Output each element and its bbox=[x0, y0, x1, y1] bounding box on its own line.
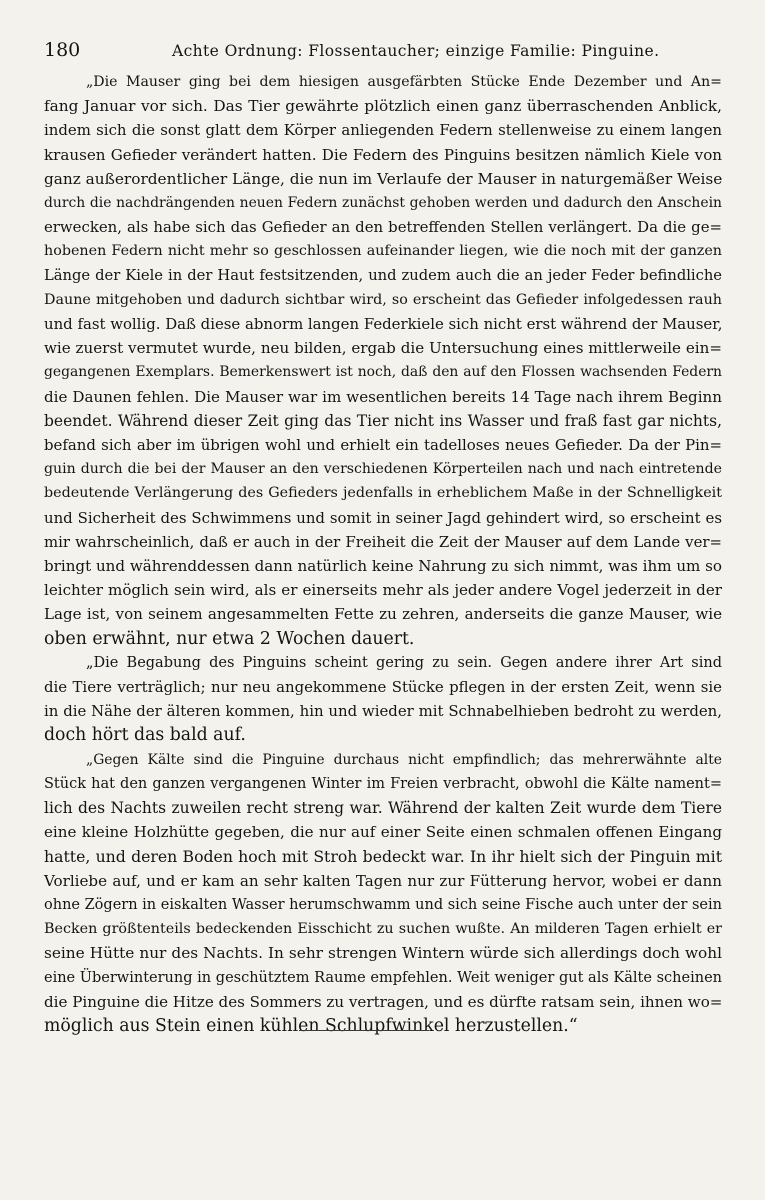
text-line: leichter möglich sein wird, als er einerseits mehr als jeder andere Vogel jederzeit in der bbox=[44, 581, 722, 600]
text-line: „Die Begabung des Pinguins scheint gering zu sein. Gegen andere ihrer Art sind bbox=[86, 654, 722, 671]
text-line: in die Nähe der älteren kommen, hin und wieder mit Schnabelhieben bedroht zu werden, bbox=[44, 702, 722, 721]
text-line: durch die nachdrängenden neuen Federn zunächst gehoben werden und dadurch den Anschein bbox=[44, 195, 722, 212]
text-line: krausen Gefieder verändert hatten. Die Federn des Pinguins besitzen nämlich Kiele von bbox=[44, 145, 722, 164]
page-header bbox=[44, 38, 719, 66]
text-line: oben erwähnt, nur etwa 2 Wochen dauert. bbox=[44, 628, 415, 649]
text-line: Becken größtenteils bedeckenden Eisschicht zu suchen wußte. An milderen Tagen erhielt er bbox=[44, 921, 722, 938]
body-text bbox=[44, 70, 722, 1038]
text-line: befand sich aber im übrigen wohl und erhielt ein tadelloses neues Gefieder. Da der Pin= bbox=[44, 436, 722, 455]
text-line: Länge der Kiele in der Haut festsitzenden, und zudem auch die an jeder Feder befindliche bbox=[44, 266, 722, 284]
section-divider bbox=[299, 1030, 429, 1031]
text-line: indem sich die sonst glatt dem Körper anliegenden Federn stellenweise zu einem langen bbox=[44, 121, 722, 140]
paragraph-begabung bbox=[44, 651, 722, 748]
running-head: Achte Ordnung: Flossentaucher; einzige Familie: Pinguine. bbox=[172, 42, 660, 60]
text-line: die Pinguine die Hitze des Sommers zu vertragen, und es dürfte ratsam sein, ihnen wo= bbox=[44, 992, 723, 1011]
text-line: Vorliebe auf, und er kam an sehr kalten Tagen nur zur Fütterung hervor, wobei er dann bbox=[44, 871, 722, 890]
text-line: ohne Zögern in eiskalten Wasser herumschwamm und sich seine Fische auch unter der sein bbox=[44, 896, 722, 913]
text-line: hatte, und deren Boden hoch mit Stroh bedeckt war. In ihr hielt sich der Pinguin mit bbox=[44, 846, 722, 866]
text-line: eine Überwinterung in geschütztem Raume empfehlen. Weit weniger gut als Kälte scheinen bbox=[44, 969, 722, 986]
paragraph-kaelte bbox=[44, 748, 722, 1038]
text-line: ganz außerordentlicher Länge, die nun im Verlaufe der Mauser in naturgemäßer Weise bbox=[44, 169, 723, 188]
text-line: bedeutende Verlängerung des Gefieders jedenfalls in erheblichem Maße in der Schnelligkeit bbox=[44, 485, 722, 502]
text-line: und Sicherheit des Schwimmens und somit in seiner Jagd gehindert wird, so erscheint es bbox=[44, 508, 722, 527]
text-line: „Gegen Kälte sind die Pinguine durchaus nicht empfindlich; das mehrerwähnte alte bbox=[86, 751, 722, 768]
text-line: lich des Nachts zuweilen recht streng war. Während der kalten Zeit wurde dem Tiere bbox=[44, 799, 722, 818]
text-line: Lage ist, von seinem angesammelten Fette zu zehren, anderseits die ganze Mauser, wie bbox=[44, 605, 722, 624]
text-line: guin durch die bei der Mauser an den verschiedenen Körperteilen nach und nach eintretende bbox=[44, 461, 722, 478]
text-line: eine kleine Holzhütte gegeben, die nur auf einer Seite einen schmalen offenen Eingang bbox=[44, 823, 722, 842]
text-line: die Daunen fehlen. Die Mauser war im wesentlichen bereits 14 Tage nach ihrem Beginn bbox=[44, 387, 722, 406]
text-line: Daune mitgehoben und dadurch sichtbar wird, so erscheint das Gefieder infolgedessen rauh bbox=[44, 291, 722, 308]
text-line: gegangenen Exemplars. Bemerkenswert ist noch, daß den auf den Flossen wachsenden Federn bbox=[44, 364, 722, 381]
text-line: „Die Mauser ging bei dem hiesigen ausgefärbten Stücke Ende Dezember und An= bbox=[86, 74, 722, 90]
text-line: erwecken, als habe sich das Gefieder an den betreffenden Stellen verlängert. Da die ge= bbox=[44, 218, 722, 237]
text-line: wie zuerst vermutet wurde, neu bilden, ergab die Untersuchung eines mittlerweile ein= bbox=[44, 339, 722, 358]
text-line: und fast wollig. Daß diese abnorm langen Federkiele sich nicht erst während der Mauser, bbox=[44, 315, 723, 334]
text-line: die Tiere verträglich; nur neu angekommene Stücke pflegen in der ersten Zeit, wenn sie bbox=[44, 678, 722, 697]
text-line: hobenen Federn nicht mehr so geschlossen aufeinander liegen, wie die noch mit der ganzen bbox=[44, 243, 722, 260]
text-line: fang Januar vor sich. Das Tier gewährte plötzlich einen ganz überraschenden Anblick, bbox=[44, 97, 722, 116]
paragraph-mauser bbox=[44, 70, 722, 651]
text-line: beendet. Während dieser Zeit ging das Tier nicht ins Wasser und fraß fast gar nichts, bbox=[44, 411, 722, 430]
text-line: möglich aus Stein einen kühlen Schlupfwinkel herzustellen.“ bbox=[44, 1015, 578, 1036]
text-line: doch hört das bald auf. bbox=[44, 725, 246, 746]
text-line: seine Hütte nur des Nachts. In sehr strengen Wintern würde sich allerdings doch wohl bbox=[44, 944, 722, 963]
text-line: bringt und währenddessen dann natürlich keine Nahrung zu sich nimmt, was ihm um so bbox=[44, 557, 722, 576]
page-number: 180 bbox=[44, 39, 81, 61]
text-line: Stück hat den ganzen vergangenen Winter im Freien verbracht, obwohl die Kälte nament= bbox=[44, 775, 722, 792]
text-line: mir wahrscheinlich, daß er auch in der Freiheit die Zeit der Mauser auf dem Lande ver= bbox=[44, 532, 722, 551]
